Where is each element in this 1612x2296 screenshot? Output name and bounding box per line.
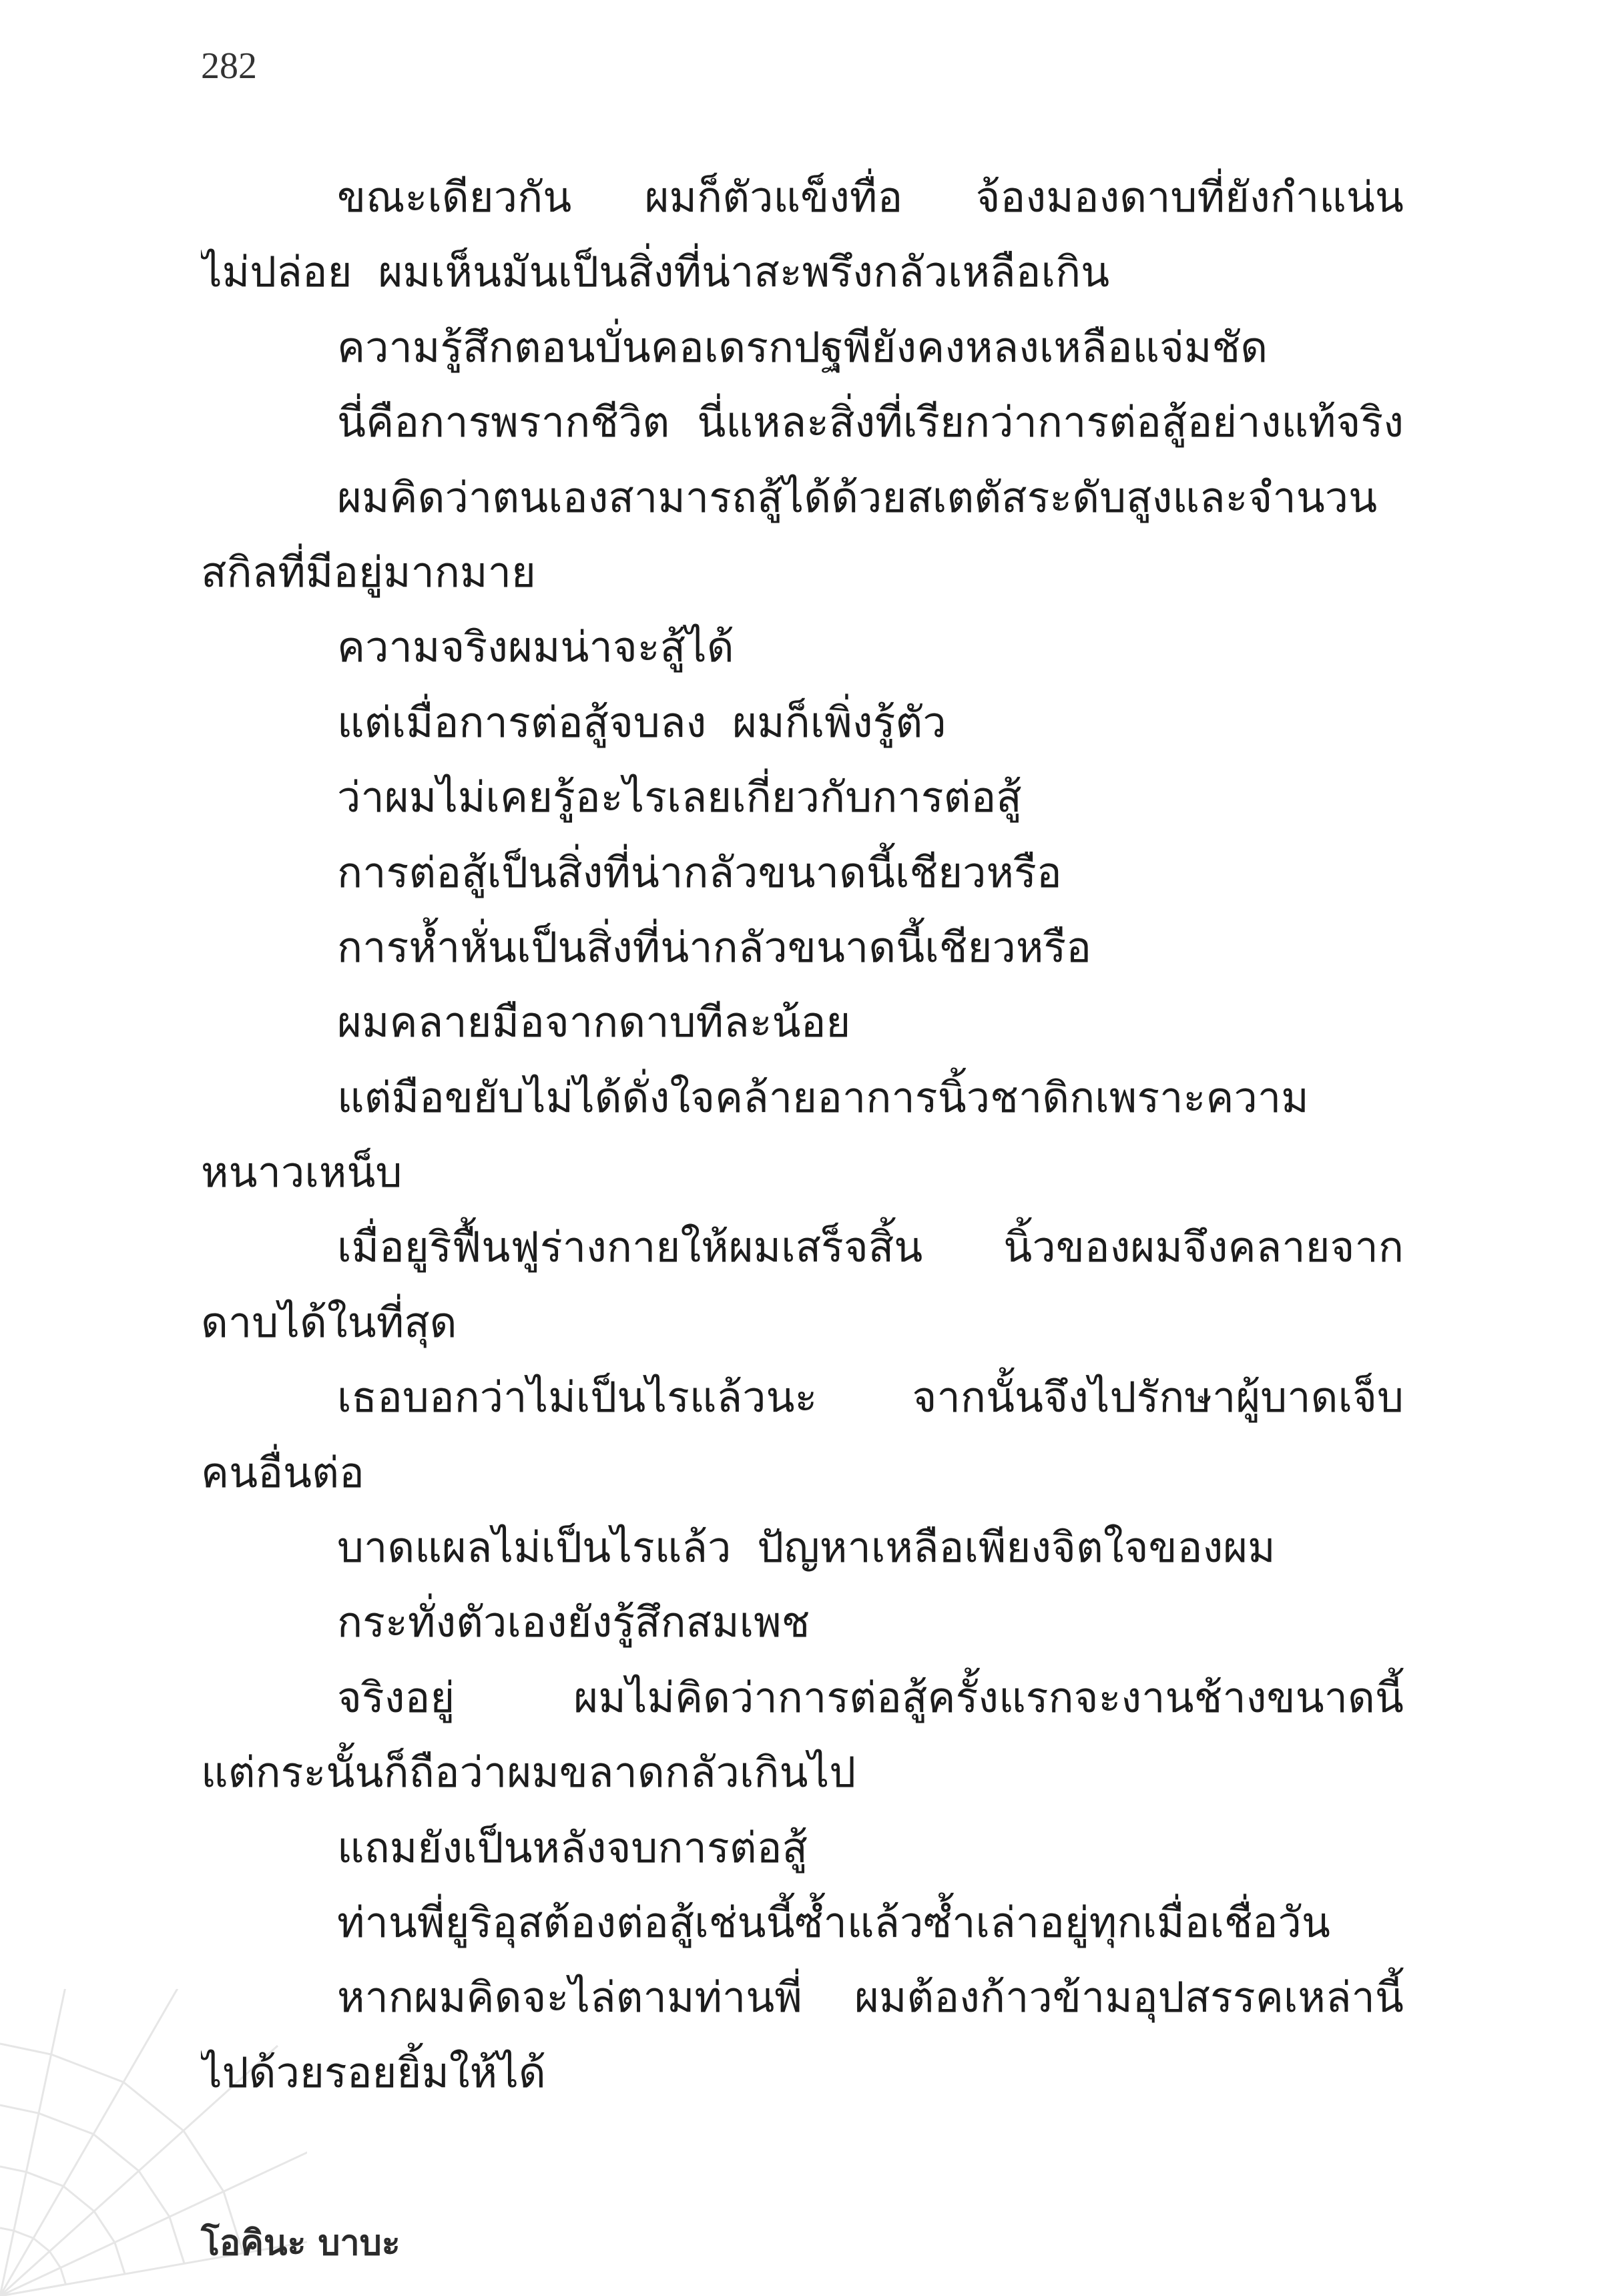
text-line: บาดแผลไม่เป็นไรแล้ว ปัญหาเหลือเพียงจิตใจของผม [337, 1523, 1276, 1572]
text-line: ไม่ปล่อย ผมเห็นมันเป็นสิ่งที่น่าสะพรึงกลัวเหลือเกิน [201, 248, 1110, 297]
paragraph [201, 836, 1404, 910]
paragraph [201, 461, 1404, 611]
paragraph [201, 160, 1404, 310]
text-line: แต่กระนั้นก็ถือว่าผมขลาดกลัวเกินไป [201, 1748, 856, 1797]
text-line: ดาบได้ในที่สุด [201, 1298, 457, 1347]
text-line: ท่านพี่ยูริอุสต้องต่อสู้เช่นนี้ซ้ำแล้วซ้ำเล่าอยู่ทุกเมื่อเชื่อวัน [337, 1898, 1330, 1947]
text-line: เมื่อยูริฟื้นฟูร่างกายให้ผมเสร็จสิ้น นิ้วของผมจึงคลายจาก [337, 1223, 1404, 1272]
text-line: การต่อสู้เป็นสิ่งที่น่ากลัวขนาดนี้เชียวหรือ [337, 848, 1062, 897]
text-line: ขณะเดียวกัน ผมก็ตัวแข็งทื่อ จ้องมองดาบที่ยังกำแน่น [337, 173, 1404, 222]
text-line: สกิลที่มีอยู่มากมาย [201, 547, 536, 597]
paragraph [201, 1886, 1404, 1960]
text-line: หากผมคิดจะไล่ตามท่านพี่ ผมต้องก้าวข้ามอุปสรรคเหล่านี้ [337, 1973, 1404, 2022]
body-text [201, 160, 1404, 2110]
text-line: แต่มือขยับไม่ได้ดั่งใจคล้ายอาการนิ้วชาดิกเพราะความ [337, 1073, 1309, 1122]
text-line: จริงอยู่ ผมไม่คิดว่าการต่อสู้ครั้งแรกจะงานช้างขนาดนี้ [337, 1673, 1404, 1722]
text-line: การห้ำหั่นเป็นสิ่งที่น่ากลัวขนาดนี้เชียวหรือ [337, 922, 1092, 972]
text-line: ผมคลายมือจากดาบทีละน้อย [337, 998, 851, 1047]
text-line: ว่าผมไม่เคยรู้อะไรเลยเกี่ยวกับการต่อสู้ [337, 773, 1022, 822]
paragraph [201, 1661, 1404, 1811]
paragraph [201, 310, 1404, 385]
text-line: ผมคิดว่าตนเองสามารถสู้ได้ด้วยสเตตัสระดับสูงและจำนวน [337, 473, 1378, 522]
paragraph [201, 685, 1404, 760]
paragraph [201, 1960, 1404, 2110]
text-line: แต่เมื่อการต่อสู้จบลง ผมก็เพิ่งรู้ตัว [337, 697, 947, 747]
text-line: คนอื่นต่อ [201, 1448, 364, 1497]
page-number: 282 [201, 45, 257, 87]
paragraph [201, 1510, 1404, 1585]
text-line: แถมยังเป็นหลังจบการต่อสู้ [337, 1823, 808, 1872]
paragraph [201, 910, 1404, 985]
paragraph [201, 1585, 1404, 1660]
paragraph [201, 610, 1404, 685]
text-line: นี่คือการพรากชีวิต นี่แหละสิ่งที่เรียกว่าการต่อสู้อย่างแท้จริง [337, 398, 1404, 447]
footer-author-name: โอคินะ บาบะ [201, 2223, 400, 2263]
paragraph [201, 1061, 1404, 1211]
text-line: ไปด้วยรอยยิ้มให้ได้ [201, 2048, 546, 2097]
text-line: ความรู้สึกตอนบั่นคอเดรกปฐพียังคงหลงเหลือแจ่มชัด [337, 322, 1268, 372]
text-line: ความจริงผมน่าจะสู้ได้ [337, 623, 734, 672]
paragraph [201, 1210, 1404, 1360]
paragraph [201, 985, 1404, 1060]
text-line: เธอบอกว่าไม่เป็นไรแล้วนะ จากนั้นจึงไปรักษาผู้บาดเจ็บ [337, 1373, 1404, 1422]
paragraph [201, 385, 1404, 460]
text-line: กระทั่งตัวเองยังรู้สึกสมเพช [337, 1598, 810, 1647]
text-line: หนาวเหน็บ [201, 1148, 402, 1197]
paragraph [201, 1360, 1404, 1510]
paragraph [201, 760, 1404, 835]
paragraph [201, 1811, 1404, 1886]
